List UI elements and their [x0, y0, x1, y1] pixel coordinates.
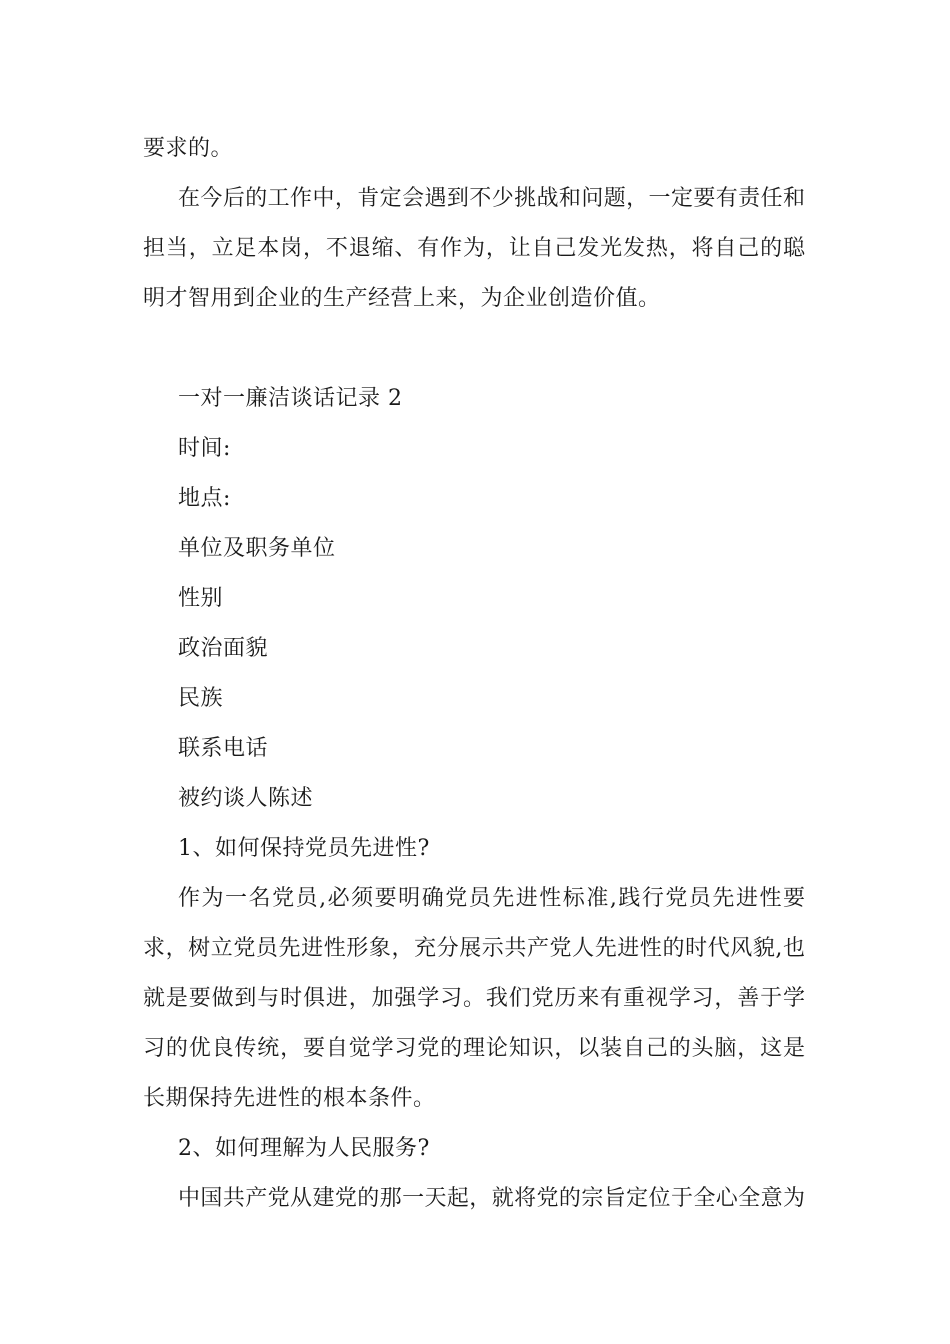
- section-title: 一对一廉洁谈话记录 2: [178, 386, 403, 411]
- paragraph-line: 就是要做到与时俱进，加强学习。我们党历来有重视学习，善于学: [143, 986, 805, 1011]
- field-ethnicity: 民族: [178, 686, 224, 711]
- field-interviewee-statement: 被约谈人陈述: [178, 786, 314, 811]
- field-gender: 性别: [178, 586, 224, 611]
- field-time: 时间:: [178, 436, 231, 461]
- paragraph-line: 明才智用到企业的生产经营上来，为企业创造价值。: [143, 286, 661, 311]
- field-unit-position: 单位及职务单位: [178, 536, 336, 561]
- paragraph-continuation: 要求的。: [143, 136, 234, 161]
- question-2-title: 2、如何理解为人民服务?: [178, 1136, 430, 1161]
- paragraph-line: 中国共产党从建党的那一天起，就将党的宗旨定位于全心全意为: [178, 1186, 805, 1211]
- paragraph-line: 作为一名党员,必须要明确党员先进性标准,践行党员先进性要: [178, 886, 805, 911]
- question-1-title: 1、如何保持党员先进性?: [178, 836, 430, 861]
- field-place: 地点:: [178, 486, 231, 511]
- paragraph-line: 担当，立足本岗，不退缩、有作为，让自己发光发热，将自己的聪: [143, 236, 805, 261]
- paragraph-line: 求，树立党员先进性形象，充分展示共产党人先进性的时代风貌,也: [143, 936, 805, 961]
- paragraph-line: 在今后的工作中，肯定会遇到不少挑战和问题，一定要有责任和: [178, 186, 805, 211]
- field-phone: 联系电话: [178, 736, 269, 761]
- field-political-status: 政治面貌: [178, 636, 269, 661]
- paragraph-line: 习的优良传统，要自觉学习党的理论知识，以装自己的头脑，这是: [143, 1036, 805, 1061]
- paragraph-line: 长期保持先进性的根本条件。: [143, 1086, 436, 1111]
